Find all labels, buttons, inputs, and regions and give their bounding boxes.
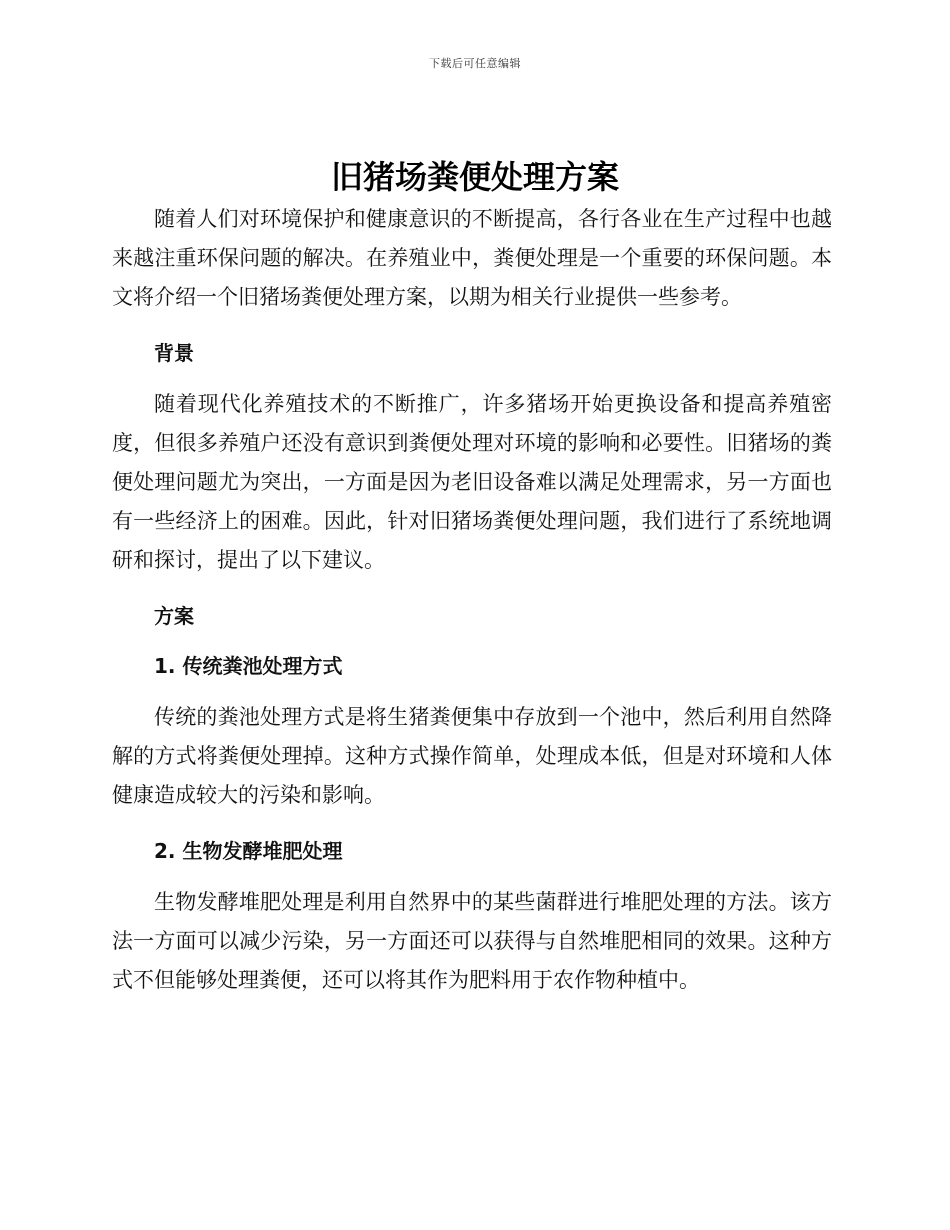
- section2-paragraph: 生物发酵堆肥处理是利用自然界中的某些菌群进行堆肥处理的方法。该方法一方面可以减少污染，另一方面还可以获得与自然堆肥相同的效果。这种方式不但能够处理粪便，还可以将其作为肥料用于农作物种植中。: [112, 890, 832, 992]
- section1-heading: 1. 传统粪池处理方式: [154, 654, 343, 678]
- background-heading: 背景: [154, 341, 194, 365]
- background-paragraph: 随着现代化养殖技术的不断推广，许多猪场开始更换设备和提高养殖密度，但很多养殖户还没有意识到粪便处理对环境的影响和必要性。旧猪场的粪便处理问题尤为突出，一方面是因为老旧设备难以满足处理需求，另一方面也有一些经济上的困难。因此，针对旧猪场粪便处理问题，我们进行了系统地调研和探讨，提出了以下建议。: [112, 392, 832, 572]
- document-body: [112, 200, 832, 1000]
- document-title: 旧猪场粪便处理方案: [330, 158, 619, 196]
- header-note: 下载后可任意编辑: [429, 57, 521, 70]
- plan-heading: 方案: [154, 604, 194, 628]
- section2-heading: 2. 生物发酵堆肥处理: [154, 839, 343, 863]
- section1-paragraph: 传统的粪池处理方式是将生猪粪便集中存放到一个池中，然后利用自然降解的方式将粪便处理掉。这种方式操作简单，处理成本低，但是对环境和人体健康造成较大的污染和影响。: [112, 705, 832, 807]
- intro-paragraph: 随着人们对环境保护和健康意识的不断提高，各行各业在生产过程中也越来越注重环保问题的解决。在养殖业中，粪便处理是一个重要的环保问题。本文将介绍一个旧猪场粪便处理方案，以期为相关行业提供一些参考。: [112, 207, 832, 309]
